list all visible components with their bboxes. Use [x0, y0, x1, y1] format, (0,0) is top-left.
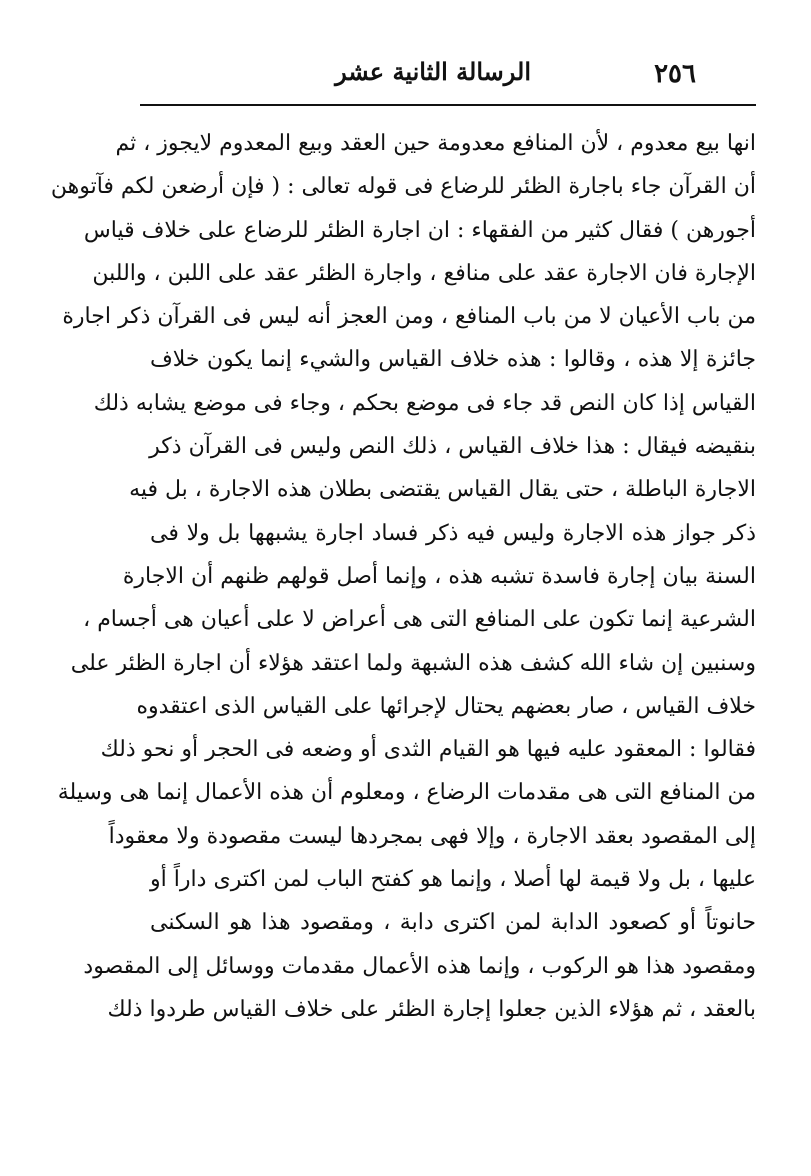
- body-text: [50, 122, 756, 1031]
- text-line: عليها ، بل ولا قيمة لها أصلا ، وإنما هو كفتح الباب لمن اكترى داراً أو: [150, 867, 756, 893]
- text-line: خلاف القياس ، صار بعضهم يحتال لإجرائها على القياس الذى اعتقدوه: [136, 693, 756, 719]
- text-line: وسنبين إن شاء الله كشف هذه الشبهة ولما اعتقد هؤلاء أن اجارة الظئر على: [70, 650, 756, 676]
- page-number: ٢٥٦: [654, 59, 696, 89]
- text-line: حانوتاً أو كصعود الدابة لمن اكترى دابة ، ومقصود هذا هو السكنى: [150, 910, 756, 936]
- text-line: السنة بيان إجارة فاسدة تشبه هذه ، وإنما أصل قولهم ظنهم أن الاجارة: [122, 563, 756, 589]
- text-line: من المنافع التى هى مقدمات الرضاع ، ومعلوم أن هذه الأعمال إنما هى وسيلة: [57, 780, 756, 806]
- text-line: الشرعية إنما تكون على المنافع التى هى أعراض لا على أعيان هى أجسام ،: [83, 607, 756, 633]
- text-line: القياس إذا كان النص قد جاء فى موضع بحكم ، وجاء فى موضع يشابه ذلك: [93, 390, 756, 416]
- text-line: أن القرآن جاء باجارة الظئر للرضاع فى قوله تعالى : ( فإن أرضعن لكم فآتوهن: [50, 174, 756, 200]
- text-line: إلى المقصود بعقد الاجارة ، وإلا فهى بمجردها ليست مقصودة ولا معقوداً: [108, 823, 756, 849]
- text-line: بالعقد ، ثم هؤلاء الذين جعلوا إجارة الظئر على خلاف القياس طردوا ذلك: [107, 996, 756, 1022]
- text-line: من باب الأعيان لا من باب المنافع ، ومن العجز أنه ليس فى القرآن ذكر اجارة: [62, 304, 756, 330]
- text-line: ومقصود هذا هو الركوب ، وإنما هذه الأعمال مقدمات ووسائل إلى المقصود: [83, 953, 756, 979]
- running-title: الرسالة الثانية عشر: [335, 57, 531, 86]
- header-divider: [140, 104, 756, 106]
- page-header: [140, 55, 696, 99]
- text-line: ذكر جواز هذه الاجارة وليس فيه ذكر فساد اجارة يشبهها بل ولا فى: [150, 520, 756, 546]
- text-line: جائزة إلا هذه ، وقالوا : هذه خلاف القياس والشيء إنما يكون خلاف: [150, 347, 756, 373]
- text-line: الاجارة الباطلة ، حتى يقال القياس يقتضى بطلان هذه الاجارة ، بل فيه: [129, 477, 756, 503]
- text-line: بنقيضه فيقال : هذا خلاف القياس ، ذلك النص وليس فى القرآن ذكر: [149, 434, 756, 460]
- text-line: الإجارة فان الاجارة عقد على منافع ، واجارة الظئر عقد على اللبن ، واللبن: [92, 260, 756, 286]
- text-line: فقالوا : المعقود عليه فيها هو القيام الثدى أو وضعه فى الحجر أو نحو ذلك: [100, 737, 756, 763]
- text-line: انها بيع معدوم ، لأن المنافع معدومة حين العقد وبيع المعدوم لايجوز ، ثم: [115, 131, 756, 156]
- text-line: أجورهن ) فقال كثير من الفقهاء : ان اجارة الظئر للرضاع على خلاف قياس: [83, 217, 756, 243]
